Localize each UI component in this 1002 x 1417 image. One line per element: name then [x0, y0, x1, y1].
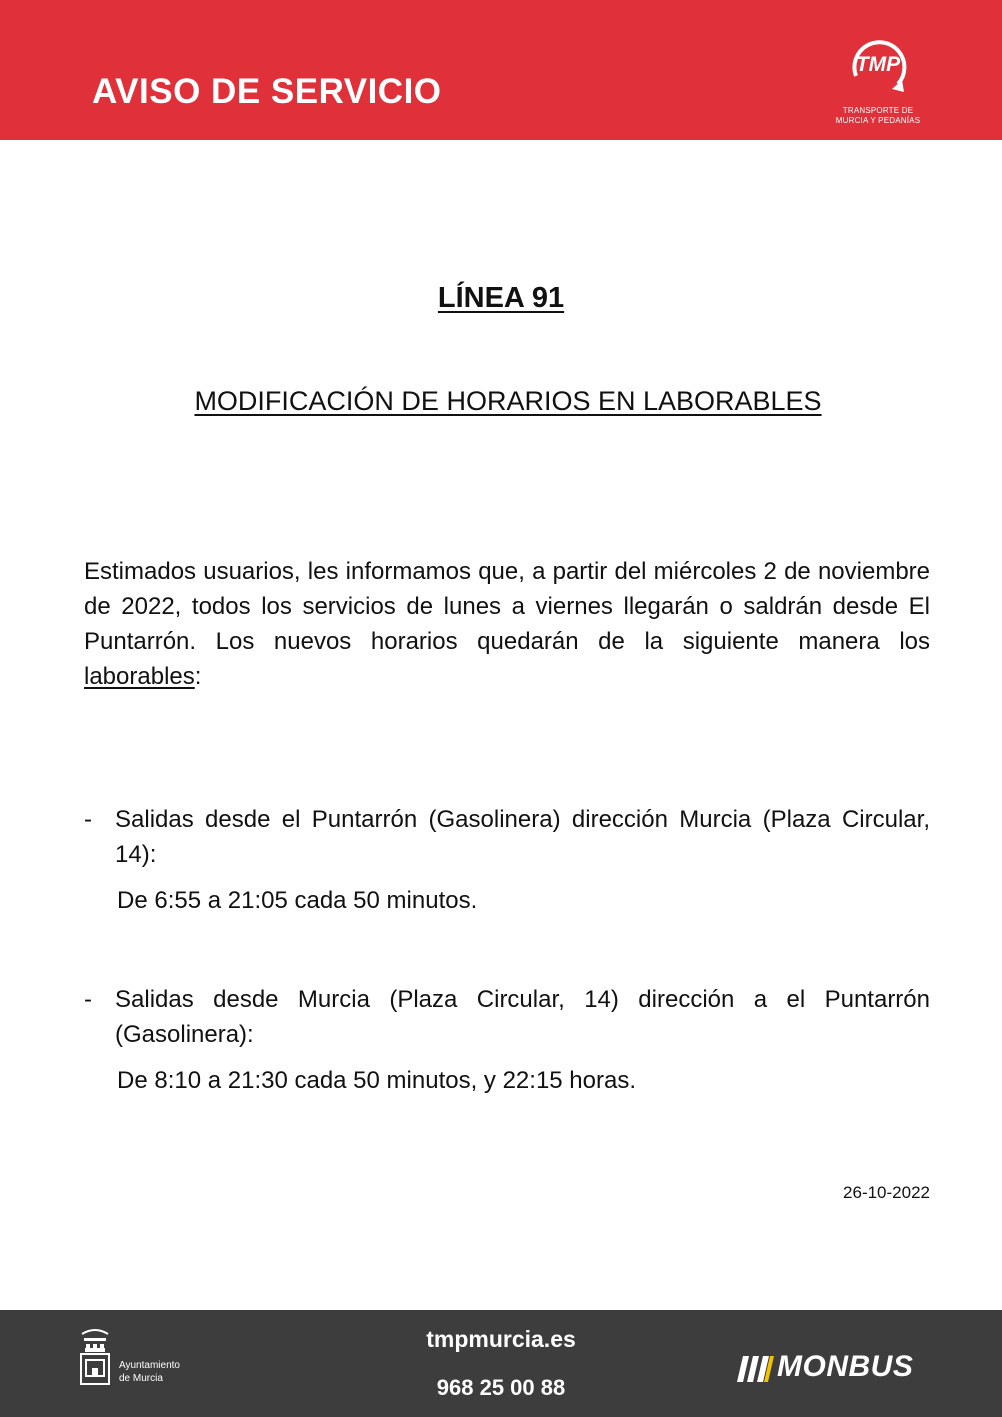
notice-date: 26-10-2022 — [843, 1183, 930, 1202]
tmp-logo-line1: TRANSPORTE DE — [842, 106, 914, 115]
route-dash: - — [84, 986, 92, 1013]
footer-website-link[interactable]: tmpmurcia.es — [426, 1326, 576, 1352]
intro-underlined-word: laborables — [84, 663, 195, 690]
line-title-text: LÍNEA 91 — [437, 282, 565, 314]
intro-paragraph — [84, 554, 930, 694]
notice-subtitle-text: MODIFICACIÓN DE HORARIOS EN LABORABLES — [194, 386, 822, 416]
route-description: Salidas desde Murcia (Plaza Circular, 14) dirección a el Puntarrón (Gasolinera): — [115, 986, 930, 1048]
route-schedule: De 8:10 a 21:30 cada 50 minutos, y 22:15 horas. — [117, 1067, 637, 1094]
monbus-logo-text: MONBUS — [777, 1350, 914, 1383]
monbus-bars-icon — [737, 1356, 775, 1382]
intro-text: Estimados usuarios, les informamos que, a partir del miércoles 2 de noviembre de 2022, todos los servicios de lunes a viernes llegarán o saldrán desde El Puntarrón. Los nuevos horarios quedarán de la siguiente manera los — [84, 558, 930, 655]
footer-phone: 968 25 00 88 — [436, 1375, 566, 1400]
route-description: Salidas desde el Puntarrón (Gasolinera) dirección Murcia (Plaza Circular, 14): — [115, 806, 930, 868]
route-item — [84, 982, 930, 1052]
header-banner — [0, 0, 1002, 140]
ayuntamiento-line2: de Murcia — [119, 1373, 163, 1384]
ayuntamiento-line1: Ayuntamiento — [119, 1360, 180, 1371]
route-item — [84, 802, 930, 872]
intro-end: : — [194, 663, 202, 690]
footer-bar — [0, 1310, 1002, 1417]
route-schedule: De 6:55 a 21:05 cada 50 minutos. — [117, 887, 478, 914]
tmp-logo-line2: MURCIA Y PEDANÍAS — [835, 116, 921, 125]
notice-subtitle — [0, 386, 1002, 417]
route-dash: - — [84, 806, 92, 833]
tmp-logo — [826, 36, 930, 128]
line-title — [0, 282, 1002, 315]
header-title: AVISO DE SERVICIO — [92, 72, 442, 111]
tmp-logo-word: TMP — [855, 53, 901, 76]
